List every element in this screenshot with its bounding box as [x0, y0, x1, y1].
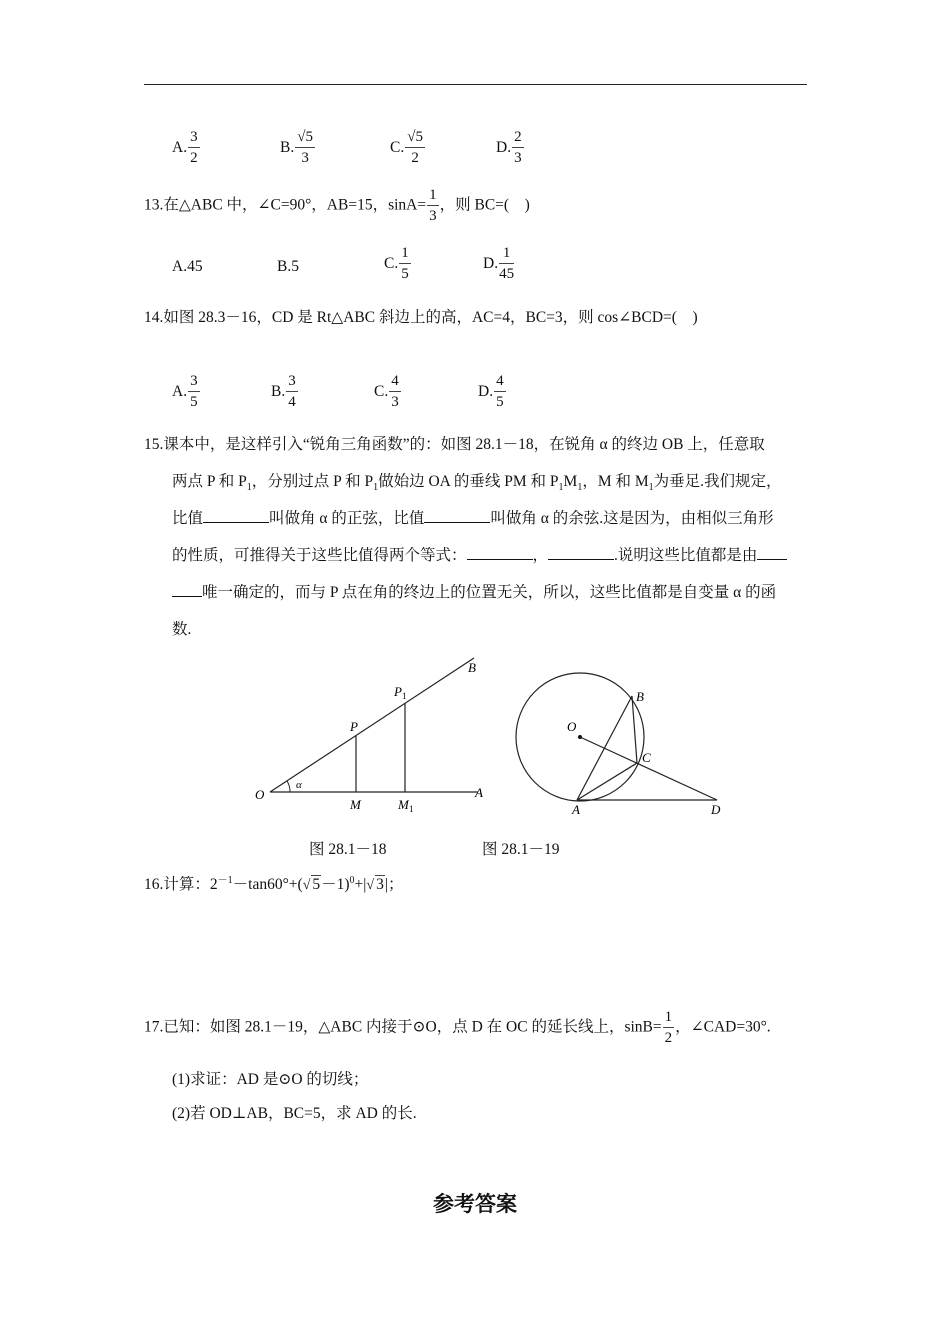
- question-15-line-2: 两点 P 和 $P_1$，分别过点 P 和 $P_1$做始边 OA 的垂线 PM 和 $P_1M_1$，M 和 $M_1$为垂足.我们规定，: [172, 473, 782, 494]
- fraction: $\frac{1}{3}$: [429, 187, 437, 224]
- answer-blank[interactable]: [467, 545, 533, 560]
- label-m1: M: [398, 797, 409, 812]
- option-d: D. $\frac{2}{3}$: [496, 129, 522, 166]
- answer-blank[interactable]: [424, 508, 490, 523]
- label-d: D: [711, 802, 721, 817]
- question-15-line-4: 的性质，可推得关于这些比值得两个等式： ， .说明这些比值都是由: [172, 543, 787, 565]
- answer-blank[interactable]: [203, 508, 269, 523]
- label-alpha: α: [296, 779, 302, 791]
- label-b: B: [636, 689, 644, 704]
- option-a: A. $\frac{3}{2}$: [172, 129, 198, 166]
- option-a: A.45: [172, 258, 203, 275]
- question-15-line-5: 唯一确定的，而与 P 点在角的终边上的位置无关，所以，这些比值都是自变量 α 的函: [172, 580, 776, 602]
- question-17-part-2: (2)若 OD⊥AB，BC=5，求 AD 的长.: [172, 1105, 417, 1122]
- label-c: C: [642, 750, 651, 765]
- segment-od: [580, 737, 717, 800]
- answer-blank[interactable]: [548, 545, 614, 560]
- label-a: A: [572, 802, 580, 817]
- fraction: $\frac{1}{2}$: [664, 1009, 673, 1046]
- header-rule: [144, 84, 807, 85]
- option-c: C. $\frac{√5}{2}$: [390, 129, 423, 166]
- question-13: 13.在△ABC 中，∠C=90°，AB=15，sinA= $\frac{1}{3}$ ，则 BC=( ): [144, 187, 530, 224]
- option-b: B.5: [277, 258, 299, 275]
- angle-arc: [287, 781, 290, 792]
- question-15-line-6: 数.: [172, 621, 192, 638]
- label-o: O: [567, 719, 577, 734]
- ray-ob: [270, 658, 474, 792]
- question-14: 14.如图 28.3－16，CD 是 Rt△ABC 斜边上的高，AC=4，BC=3，则 cos∠BCD=( ): [144, 309, 698, 326]
- label-b: B: [468, 660, 476, 675]
- label-p: P: [350, 719, 358, 734]
- answer-blank[interactable]: [172, 582, 202, 597]
- label-o: O: [255, 787, 265, 802]
- label-a: A: [475, 785, 483, 800]
- question-13-text: 13.在△ABC 中，∠C=90°，AB=15，sinA=: [144, 196, 427, 214]
- center-point: [578, 735, 582, 739]
- label-p1-sub: 1: [402, 691, 407, 701]
- figure-28-1-19: [505, 650, 735, 820]
- option-c: C. $\frac{4}{3}$: [374, 373, 399, 410]
- option-a: A. $\frac{3}{5}$: [172, 373, 198, 410]
- option-b: B. $\frac{3}{4}$: [271, 373, 296, 410]
- answer-blank[interactable]: [757, 545, 787, 560]
- question-17-part-1: (1)求证：AD 是⊙O 的切线；: [172, 1071, 369, 1088]
- label-m: M: [350, 797, 361, 812]
- question-15-line-1: 15.课本中，是这样引入“锐角三角函数”的：如图 28.1－18，在锐角 α 的终边 OB 上，任意取: [144, 436, 765, 453]
- answer-section-title: 参考答案: [433, 1192, 517, 1216]
- option-d: D. $\frac{4}{5}$: [478, 373, 504, 410]
- question-17: 17.已知：如图 28.1－19，△ABC 内接于⊙O，点 D 在 OC 的延长线上，sinB= $\frac{1}{2}$ ，∠CAD=30°.: [144, 1009, 771, 1046]
- figure-caption-19: 图 28.1－19: [482, 841, 560, 858]
- label-m1-sub: 1: [409, 804, 414, 814]
- option-d: D. $\frac{1}{45}$: [483, 245, 515, 282]
- option-b: B. $\frac{√5}{3}$: [280, 129, 313, 166]
- question-16: 16.计算：$2^{-1}-\tan 60^\circ+(√$ 5－1)$^0$+|√ 3|；: [144, 875, 404, 894]
- option-c: C. $\frac{1}{5}$: [384, 245, 409, 282]
- question-15-line-3: 比值 叫做角 α 的正弦，比值 叫做角 α 的余弦.这是因为，由相似三角形: [172, 510, 774, 527]
- label-p1: P: [394, 684, 402, 699]
- figure-caption-18: 图 28.1－18: [309, 841, 387, 858]
- figure-28-1-18: [250, 650, 490, 820]
